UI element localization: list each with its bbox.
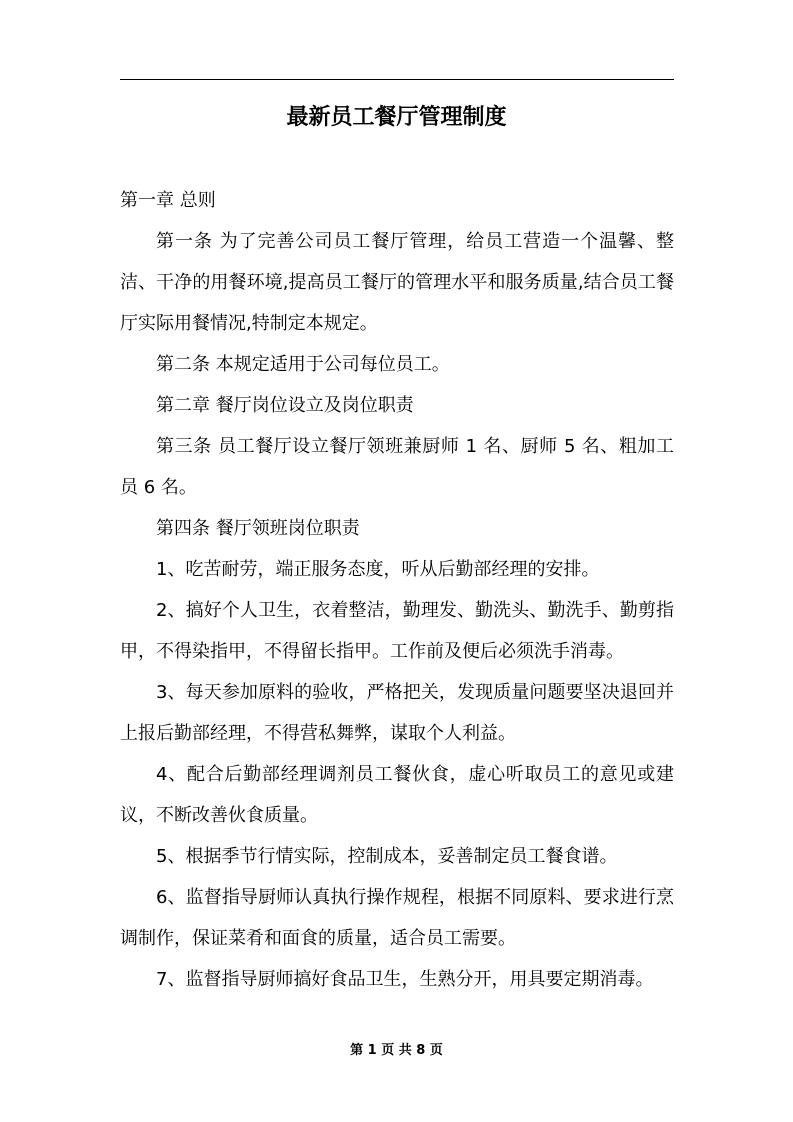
duty-item: 5、根据季节行情实际，控制成本，妥善制定员工餐食谱。: [156, 846, 618, 867]
page-number: 第 1 页 共 8 页: [350, 1043, 443, 1058]
duty-item: 6、监督指导厨师认真执行操作规程，根据不同原料、要求进行烹调制作，保证菜肴和面食的质量，适合员工需要。: [120, 887, 674, 949]
duty-item: 7、监督指导厨师搞好食品卫生，生熟分开，用具要定期消毒。: [156, 969, 654, 990]
header-rule: [120, 79, 674, 80]
duty-item: 1、吃苦耐劳，端正服务态度，听从后勤部经理的安排。: [156, 559, 600, 580]
duty-item: 2、搞好个人卫生，衣着整洁，勤理发、勤洗头、勤洗手、勤剪指甲，不得染指甲，不得留长指甲。工作前及便后必须洗手消毒。: [120, 600, 674, 662]
article-paragraph: 第一条 为了完善公司员工餐厅管理，给员工营造一个温馨、整洁、干净的用餐环境,提高员工餐厅的管理水平和服务质量,结合员工餐厅实际用餐情况,特制定本规定。: [120, 231, 674, 334]
duty-item: 3、每天参加原料的验收，严格把关，发现质量问题要坚决退回并上报后勤部经理，不得营私舞弊，谋取个人利益。: [120, 682, 674, 744]
duty-item: 4、配合后勤部经理调剂员工餐伙食，虚心听取员工的意见或建议，不断改善伙食质量。: [120, 764, 674, 826]
article-paragraph: 第三条 员工餐厅设立餐厅领班兼厨师 1 名、厨师 5 名、粗加工员 6 名。: [120, 436, 674, 498]
article-paragraph: 第四条 餐厅领班岗位职责: [156, 518, 360, 539]
chapter-heading: 第一章 总则: [120, 190, 216, 211]
document-body: [120, 180, 674, 1000]
article-paragraph: 第二条 本规定适用于公司每位员工。: [156, 354, 450, 375]
chapter-heading: 第二章 餐厅岗位设立及岗位职责: [156, 395, 414, 416]
document-title: 最新员工餐厅管理制度: [286, 105, 507, 130]
